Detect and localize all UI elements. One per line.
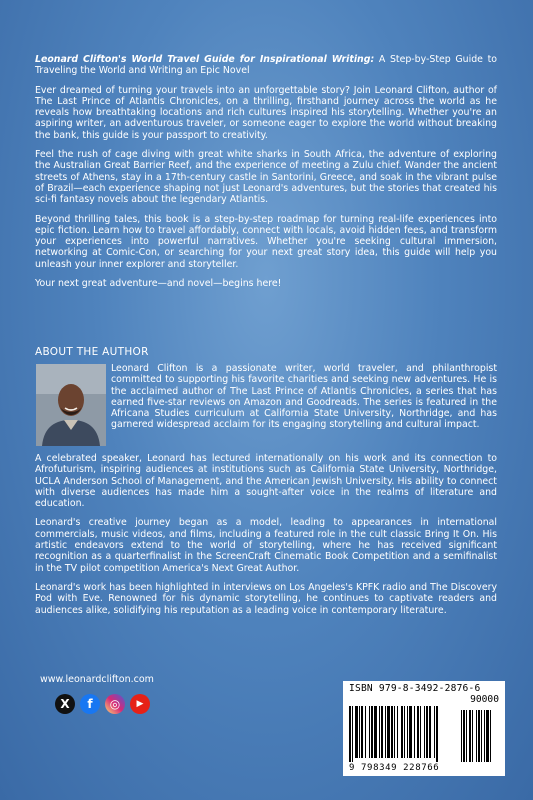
book-title-line [35, 54, 497, 77]
barcode-bar [404, 706, 405, 758]
barcode-bar [365, 706, 366, 758]
blurb-paragraph-2: Feel the rush of cage diving with great white sharks in South Africa, the adventure of exploring the Australian Great Barrier Reef, and the experience of meeting a Zulu chief. Wander the ancient streets of Athens, stay in a 17th-century castle in Santorini, Greece, and soak in the vibrant pulse of Brazil—each experience shaping not just Leonard's adventures, but the stories that created his sci-fi fantasy novels about the legendary Atlantis. [35, 149, 497, 206]
barcode-addon-bar [481, 710, 482, 762]
barcode-bar [434, 706, 435, 758]
social-icons [55, 694, 150, 714]
barcode-bar [349, 706, 351, 762]
barcode-bar [424, 706, 425, 758]
barcode-bar [417, 706, 419, 758]
facebook-icon[interactable]: f [80, 694, 100, 714]
author-bio-paragraph-1: Leonard Clifton is a passionate writer, world traveler, and philanthropist committed to supporting his favorite charities and seeking new adventures. He is the acclaimed author of The Last Prince of Atlantis Chronicles, a series that has earned five-star reviews on Amazon and Goodreads. The series is featured in the Africana Studies curriculum at California State University, Northridge, and has garnered widespread acclaim for its engaging storytelling and cultural impact. [111, 363, 497, 431]
barcode-addon-bar [486, 710, 489, 762]
barcode-bars [349, 706, 499, 762]
barcode-bar [436, 706, 438, 762]
barcode-bar [426, 706, 428, 758]
barcode-bar [379, 706, 380, 758]
author-bio-paragraph-4: Leonard's work has been highlighted in interviews on Los Angeles's KPFK radio and The Discovery Pod with Eve. Renowned for his dynamic storytelling, he continues to captivate readers and audiences alike, solidifying his reputation as a leading voice in contemporary literature. [35, 581, 497, 616]
barcode-bar [429, 706, 431, 758]
barcode-bar [401, 706, 403, 758]
barcode-addon-bar [472, 710, 473, 762]
barcode-addon-bar [469, 710, 471, 762]
barcode-bar [359, 706, 360, 758]
barcode-addon-bar [484, 710, 485, 762]
back-cover-text [35, 54, 497, 289]
book-title-bold: Leonard Clifton's World Travel Guide for Inspirational Writing: [35, 54, 375, 65]
barcode-bar [387, 706, 390, 758]
barcode-bar [371, 706, 373, 758]
barcode-bar [374, 706, 377, 758]
author-photo [36, 364, 106, 446]
instagram-icon[interactable]: ◎ [105, 694, 125, 714]
barcode-bar [420, 706, 421, 758]
author-bio-paragraph-3: Leonard's creative journey began as a model, leading to appearances in international commercials, music videos, and films, including a featured role in the cult classic Bring It On. His artistic endeavors extend to the world of storytelling, where he has received significant recognition as a quarterfinalist in the ScreenCraft Cinematic Book Competition and a semifinalist in the TV pilot competition America's Next Great Author. [35, 517, 497, 574]
barcode-bar [407, 706, 408, 758]
barcode-number: 9 798349 228766 [349, 763, 440, 773]
barcode-bar [369, 706, 370, 758]
blurb-paragraph-3: Beyond thrilling tales, this book is a step-by-step roadmap for turning real-life experiences into epic fiction. Learn how to travel affordably, connect with locals, avoid hidden fees, and transform your experiences into powerful narratives. Whether you're seeking cultural immersion, networking at Comic-Con, or searching for your next great story idea, this guide will help you unleash your inner explorer and storyteller. [35, 213, 497, 270]
blurb-paragraph-1: Ever dreamed of turning your travels into an unforgettable story? Join Leonard Clifton, author of The Last Prince of Atlantis Chronicles, on a thrilling, firsthand journey across the world as he reveals how breathtaking locations and rich cultures inspired his storytelling. Whether you're an aspiring writer, an adventurous traveler, or someone eager to explore the world without breaking the bank, this guide is your passport to creativity. [35, 84, 497, 141]
barcode-addon-bar [461, 710, 462, 762]
x-icon[interactable]: X [55, 694, 75, 714]
barcode-bar [409, 706, 412, 758]
isbn-number: ISBN 979-8-3492-2876-6 [349, 683, 481, 694]
blurb-tagline: Your next great adventure—and novel—begins here! [35, 278, 282, 290]
barcode-addon-bar [466, 710, 467, 762]
barcode-bar [394, 706, 395, 758]
barcode-bar [391, 706, 393, 758]
isbn-barcode [343, 681, 505, 776]
barcode-addon-bar [478, 710, 480, 762]
author-bio-continued [35, 453, 497, 616]
youtube-icon[interactable]: ▶ [130, 694, 150, 714]
barcode-addon-bar [476, 710, 477, 762]
price-code: 90000 [470, 694, 499, 705]
barcode-addon-bar [490, 710, 491, 762]
barcode-bar [355, 706, 358, 758]
barcode-bar [381, 706, 383, 758]
barcode-bar [385, 706, 386, 758]
barcode-bar [361, 706, 363, 758]
book-subtitle: A Step-by-Step Guide to Traveling the World and Writing an Epic Novel [35, 54, 497, 77]
author-bio-paragraph-2: A celebrated speaker, Leonard has lectured internationally on his work and its connection to Afrofuturism, inspiring audiences at institutions such as California State University, Northridge, UCLA Anderson School of Management, and the American Jewish University. His ability to connect with diverse audiences has made him a sought-after voice in the realms of literature and education. [35, 453, 497, 510]
about-author-heading: ABOUT THE AUTHOR [35, 346, 149, 358]
barcode-bar [397, 706, 398, 758]
barcode-bar [414, 706, 415, 758]
barcode-bar [352, 706, 353, 762]
website-link[interactable]: www.leonardclifton.com [40, 674, 154, 685]
barcode-addon-bar [463, 710, 465, 762]
